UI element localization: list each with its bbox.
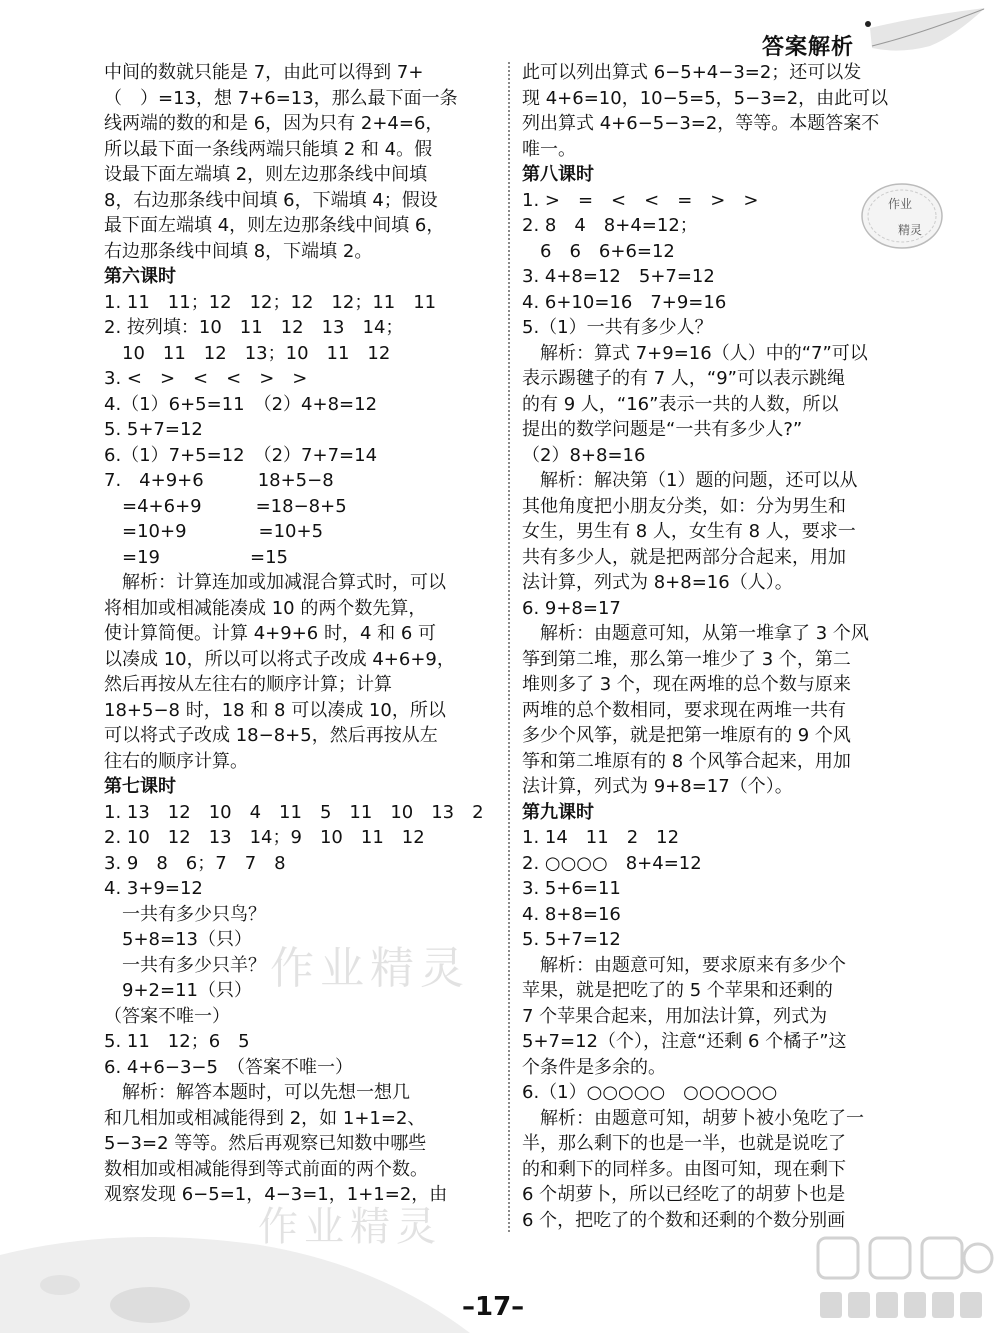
- header-title: 答案解析: [762, 35, 855, 60]
- answer-line: 1. 14 11 2 12: [522, 827, 680, 848]
- answer-line: 解析：算式 7+9=16（人）中的“7”可以: [522, 342, 868, 364]
- answer-line: 筝到第二堆，那么第一堆少了 3 个，第二: [522, 648, 851, 670]
- answer-line: 数相加或相减能得到等式前面的两个数。: [104, 1158, 428, 1180]
- answer-line: 现 4+6=10，10−5=5，5−3=2，由此可以: [522, 87, 889, 109]
- answer-line: 将相加或相减能凑成 10 的两个数先算，: [104, 597, 427, 619]
- answer-line: 2. 10 12 13 14；9 10 11 12: [104, 827, 425, 848]
- answer-line: 6 6 6+6=12: [522, 240, 675, 262]
- page-number: –17–: [462, 1292, 525, 1322]
- answer-line: 最下面左端填 4，则左边那条线中间填 6，: [104, 215, 445, 236]
- answer-line: 3. 9 8 6；7 7 8: [104, 852, 286, 874]
- stamp-bottom-text: 精灵: [898, 223, 923, 237]
- answer-line: 解析：由题意可知，胡萝卜被小兔吃了一: [522, 1107, 864, 1129]
- section-heading: 第七课时: [104, 776, 176, 797]
- answer-line: 4. 6+10=16 7+9=16: [522, 291, 727, 313]
- stamp-top-text: 作业: [888, 197, 913, 211]
- answer-line: 共有多少人，就是把两部分合起来，用加: [522, 546, 846, 568]
- answer-line: 法计算，列式为 9+8=17（个）。: [522, 776, 793, 797]
- answer-line: 6. 9+8=17: [522, 597, 621, 619]
- answer-line: 线两端的数的和是 6，因为只有 2+4=6，: [104, 113, 444, 134]
- answer-line: 右边那条线中间填 8，下端填 2。: [104, 240, 373, 262]
- answer-line: 5. 5+7=12: [522, 929, 621, 950]
- answer-line: 所以最下面一条线两端只能填 2 和 4。假: [104, 138, 433, 160]
- answer-line: 其他角度把小朋友分类，如：分为男生和: [522, 495, 846, 517]
- answer-line: 的和剩下的同样多。由图可知，现在剩下: [522, 1158, 846, 1180]
- answer-line: 两堆的总个数相同，要求现在两堆一共有: [522, 699, 846, 721]
- answer-line: 6. 4+6−3−5 （答案不唯一）: [104, 1056, 353, 1078]
- answer-line: 以凑成 10，所以可以将式子改成 4+6+9，: [104, 648, 455, 670]
- site-watermark-logo-icon: [810, 1228, 996, 1328]
- answer-line: 5. 5+7=12: [104, 419, 203, 440]
- answer-line: 唯一。: [522, 138, 576, 160]
- answer-line: 4. 3+9=12: [104, 878, 203, 899]
- answer-line: 堆则多了 3 个，现在两堆的总个数与原来: [522, 674, 851, 695]
- watermark: 作业精灵: [270, 943, 470, 994]
- answer-line: 解析：由题意可知，要求原来有多少个: [522, 954, 846, 976]
- answer-line: 6 个，把吃了的个数和还剩的个数分别画: [522, 1209, 846, 1231]
- answer-line: 半，那么剩下的也是一半，也就是说吃了: [522, 1133, 846, 1154]
- answer-line: 苹果，就是把吃了的 5 个苹果和还剩的: [522, 980, 833, 1001]
- answer-line: 一共有多少只羊？: [104, 954, 266, 976]
- answer-line: 解析：解答本题时，可以先想一想几: [104, 1082, 410, 1103]
- answer-line: 2. 按列填：10 11 12 13 14；: [104, 317, 404, 338]
- answer-line: 个条件是多余的。: [522, 1056, 666, 1078]
- answer-line: 1. > = < < = > >: [522, 189, 759, 211]
- answer-line: 法计算，列式为 8+8=16（人）。: [522, 572, 793, 593]
- section-heading: 第六课时: [104, 266, 176, 287]
- answer-line: 多少个风筝，就是把第一堆原有的 9 个风: [522, 725, 851, 746]
- answer-line: 列出算式 4+6−5−3=2，等等。本题答案不: [522, 113, 880, 134]
- answer-line: 表示踢毽子的有 7 人，“9”可以表示跳绳: [522, 368, 845, 389]
- answer-line: 2. 8 4 8+4=12；: [522, 215, 698, 236]
- answer-line: （答案不唯一）: [104, 1005, 230, 1027]
- answer-line: 10 11 12 13；10 11 12: [104, 342, 391, 364]
- answer-line: 9+2=11（只）: [104, 980, 252, 1001]
- answer-line: 5.（1）一共有多少人？: [522, 317, 713, 338]
- section-heading: 第八课时: [522, 164, 594, 185]
- answer-line: 2. ○○○○ 8+4=12: [522, 852, 702, 874]
- answer-line: 一共有多少只鸟？: [104, 903, 266, 925]
- bottom-decoration-icon: [0, 1225, 480, 1333]
- answer-line: 1. 13 12 10 4 11 5 11 10 13 2: [104, 801, 484, 823]
- answer-line: 和几相加或相减能得到 2，如 1+1=2、: [104, 1107, 426, 1129]
- answer-line: 提出的数学问题是“一共有多少人?”: [522, 419, 803, 440]
- answer-line: 筝和第二堆原有的 8 个风筝合起来，用加: [522, 750, 851, 772]
- answer-line: 的有 9 人，“16”表示一共的人数，所以: [522, 393, 839, 415]
- answer-line: 解析：解决第（1）题的问题，还可以从: [522, 470, 858, 491]
- answer-line: 使计算简便。计算 4+9+6 时，4 和 6 可: [104, 623, 437, 644]
- answer-line: 3. < > < < > >: [104, 368, 308, 389]
- answer-line: 3. 5+6=11: [522, 878, 621, 899]
- answer-line: 5−3=2 等等。然后再观察已知数中哪些: [104, 1133, 427, 1154]
- answer-line: 5+8=13（只）: [104, 929, 252, 950]
- answer-line: 女生，男生有 8 人，女生有 8 人，要求一: [522, 521, 856, 542]
- answer-line: 设最下面左端填 2，则左边那条线中间填: [104, 164, 428, 185]
- answer-line: 6.（1）7+5=12 （2）7+7=14: [104, 444, 378, 466]
- answer-line: 观察发现 6−5=1，4−3=1，1+1=2，由: [104, 1184, 448, 1205]
- stamp-logo-icon: [858, 180, 946, 252]
- answer-line: 7. 4+9+6 18+5−8: [104, 470, 334, 491]
- answer-line: =4+6+9 =18−8+5: [104, 495, 347, 517]
- answer-line: 解析：由题意可知，从第一堆拿了 3 个风: [522, 623, 869, 644]
- section-heading: 第九课时: [522, 801, 594, 823]
- answer-line: （2）8+8=16: [522, 444, 646, 466]
- answer-line: 4.（1）6+5=11 （2）4+8=12: [104, 393, 378, 415]
- answer-line: 然后再按从左往右的顺序计算；计算: [104, 674, 392, 695]
- answer-line: 解析：计算连加或加减混合算式时，可以: [104, 572, 446, 593]
- watermark: 作业精灵: [258, 1204, 442, 1250]
- left-column: [104, 60, 490, 1208]
- answer-line: 5+7=12（个），注意“还剩 6 个橘子”这: [522, 1031, 847, 1052]
- answer-line: 1. 11 11；12 12；12 12；11 11: [104, 291, 437, 313]
- right-column: [522, 60, 906, 1233]
- answer-line: 中间的数就只能是 7，由此可以得到 7+: [104, 62, 424, 83]
- answer-line: （ ）=13，想 7+6=13，那么最下面一条: [104, 87, 458, 109]
- answer-line: 6.（1）○○○○○ ○○○○○○: [522, 1082, 778, 1103]
- answer-line: 可以将式子改成 18−8+5，然后再按从左: [104, 725, 438, 746]
- answer-line: 8，右边那条线中间填 6，下端填 4；假设: [104, 189, 438, 211]
- answer-line: =10+9 =10+5: [104, 521, 324, 542]
- answer-line: 18+5−8 时，18 和 8 可以凑成 10，所以: [104, 699, 446, 721]
- answer-line: =19 =15: [104, 546, 288, 568]
- answer-line: 3. 4+8=12 5+7=12: [522, 266, 715, 287]
- column-divider: [508, 62, 510, 1232]
- answer-line: 4. 8+8=16: [522, 903, 621, 925]
- answer-line: 7 个苹果合起来，用加法计算，列式为: [522, 1005, 828, 1027]
- answer-line: 6 个胡萝卜，所以已经吃了的胡萝卜也是: [522, 1184, 846, 1205]
- answer-line: 往右的顺序计算。: [104, 750, 248, 772]
- answer-line: 5. 11 12；6 5: [104, 1031, 250, 1052]
- feather-decoration-icon: [860, 6, 990, 61]
- answer-line: 此可以列出算式 6−5+4−3=2；还可以发: [522, 62, 862, 83]
